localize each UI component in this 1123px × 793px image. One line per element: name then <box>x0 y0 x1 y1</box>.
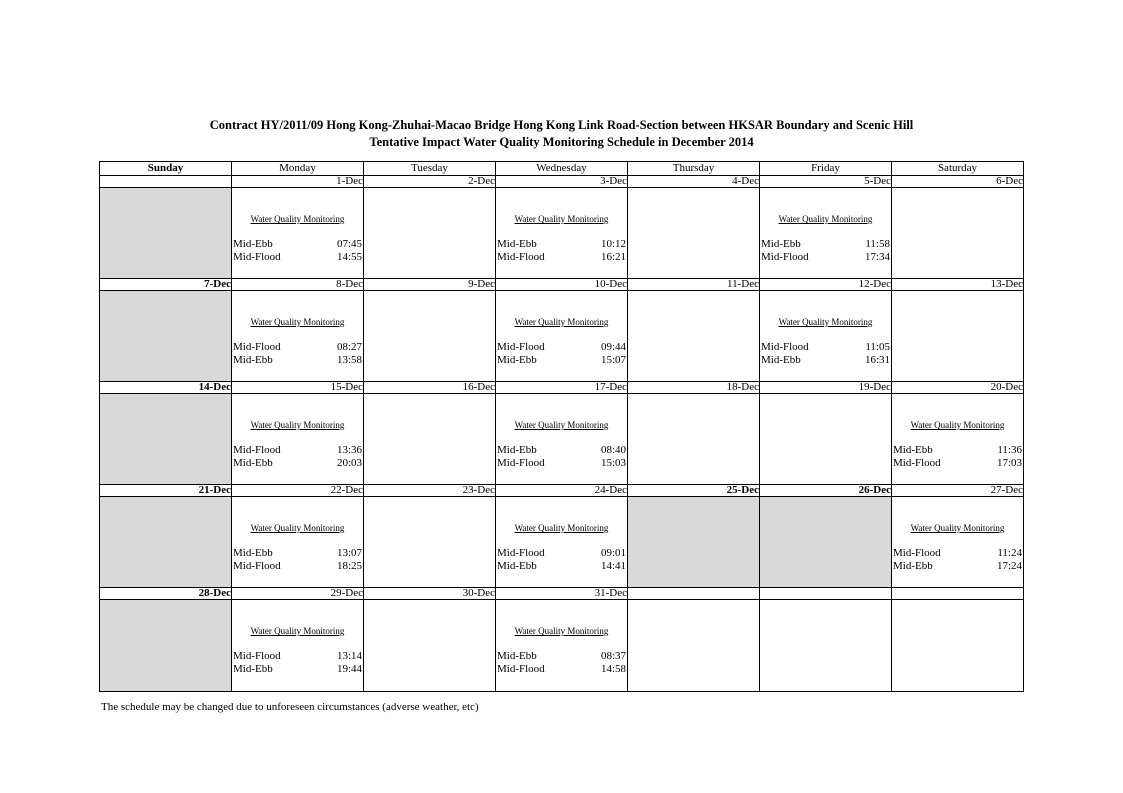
tide-phase: Mid-Ebb <box>893 560 933 572</box>
tide-time: 17:03 <box>996 457 1022 469</box>
day-cell <box>100 188 232 279</box>
date-label: 3-Dec <box>496 176 628 188</box>
date-label: 2-Dec <box>364 176 496 188</box>
tide-time: 09:01 <box>600 547 626 559</box>
tide-phase: Mid-Flood <box>761 341 809 353</box>
weekday-header: Sunday <box>100 162 232 176</box>
date-label: 23-Dec <box>364 485 496 497</box>
monitoring-label: Water Quality Monitoring <box>250 523 345 533</box>
week-body-row <box>100 291 1024 382</box>
weekday-header: Friday <box>760 162 892 176</box>
day-cell <box>628 291 760 382</box>
day-cell <box>496 497 628 588</box>
tide-entry <box>497 251 626 264</box>
day-cell <box>496 188 628 279</box>
tide-entry <box>497 457 626 470</box>
day-cell <box>760 394 892 485</box>
day-cell <box>760 188 892 279</box>
tide-phase: Mid-Flood <box>233 251 281 263</box>
date-label: 21-Dec <box>100 485 232 497</box>
day-cell <box>628 600 760 692</box>
week-body-row <box>100 600 1024 692</box>
week-date-row <box>100 485 1024 497</box>
monitoring-label: Water Quality Monitoring <box>514 523 609 533</box>
weekday-header: Tuesday <box>364 162 496 176</box>
tide-phase: Mid-Ebb <box>761 354 801 366</box>
date-label: 18-Dec <box>628 382 760 394</box>
date-label: 30-Dec <box>364 588 496 600</box>
tide-entry <box>893 560 1022 573</box>
monitoring-label: Water Quality Monitoring <box>250 626 345 636</box>
tide-phase: Mid-Flood <box>497 547 545 559</box>
tide-phase: Mid-Flood <box>893 547 941 559</box>
monitoring-label: Water Quality Monitoring <box>778 317 873 327</box>
tide-time: 11:24 <box>997 547 1022 559</box>
tide-entry <box>233 650 362 663</box>
tide-phase: Mid-Flood <box>233 341 281 353</box>
day-cell <box>628 497 760 588</box>
tide-time: 17:24 <box>996 560 1022 572</box>
tide-time: 14:58 <box>600 663 626 675</box>
document-subtitle: Tentative Impact Water Quality Monitoring Schedule in December 2014 <box>369 135 754 149</box>
document-title: Contract HY/2011/09 Hong Kong-Zhuhai-Macao Bridge Hong Kong Link Road-Section between HKSAR Boundary and Scenic Hill <box>209 118 914 132</box>
tide-time: 08:27 <box>336 341 362 353</box>
tide-time: 16:21 <box>600 251 626 263</box>
day-cell <box>760 497 892 588</box>
monitoring-label: Water Quality Monitoring <box>514 626 609 636</box>
date-label: 15-Dec <box>232 382 364 394</box>
tide-entry <box>497 560 626 573</box>
day-cell <box>232 394 364 485</box>
monitoring-label: Water Quality Monitoring <box>250 214 345 224</box>
date-label: 7-Dec <box>100 279 232 291</box>
day-cell <box>760 291 892 382</box>
tide-phase: Mid-Ebb <box>497 560 537 572</box>
tide-time: 13:58 <box>336 354 362 366</box>
tide-entry <box>233 547 362 560</box>
monitoring-label: Water Quality Monitoring <box>514 317 609 327</box>
week-body-row <box>100 497 1024 588</box>
tide-phase: Mid-Ebb <box>761 238 801 250</box>
weekday-header: Saturday <box>892 162 1024 176</box>
day-cell <box>628 394 760 485</box>
tide-time: 15:03 <box>600 457 626 469</box>
tide-phase: Mid-Flood <box>761 251 809 263</box>
day-cell <box>892 497 1024 588</box>
tide-phase: Mid-Flood <box>233 560 281 572</box>
day-cell <box>100 497 232 588</box>
tide-time: 11:58 <box>865 238 890 250</box>
tide-entry <box>233 444 362 457</box>
tide-phase: Mid-Flood <box>497 663 545 675</box>
day-cell <box>232 291 364 382</box>
date-label: 22-Dec <box>232 485 364 497</box>
date-label: 26-Dec <box>760 485 892 497</box>
date-label <box>100 176 232 188</box>
date-label: 29-Dec <box>232 588 364 600</box>
tide-time: 16:31 <box>864 354 890 366</box>
date-label: 5-Dec <box>760 176 892 188</box>
tide-entry <box>893 547 1022 560</box>
tide-entry <box>497 238 626 251</box>
tide-time: 13:36 <box>336 444 362 456</box>
day-cell <box>364 497 496 588</box>
tide-entry <box>233 238 362 251</box>
tide-entry <box>497 650 626 663</box>
tide-phase: Mid-Ebb <box>233 238 273 250</box>
tide-time: 08:40 <box>600 444 626 456</box>
tide-phase: Mid-Flood <box>233 650 281 662</box>
tide-time: 15:07 <box>600 354 626 366</box>
monitoring-label: Water Quality Monitoring <box>910 420 1005 430</box>
day-cell <box>364 394 496 485</box>
tide-entry <box>233 341 362 354</box>
tide-time: 10:12 <box>600 238 626 250</box>
date-label: 6-Dec <box>892 176 1024 188</box>
day-cell <box>364 600 496 692</box>
weekday-header: Wednesday <box>496 162 628 176</box>
day-cell <box>232 188 364 279</box>
tide-entry <box>893 457 1022 470</box>
monitoring-label: Water Quality Monitoring <box>778 214 873 224</box>
tide-phase: Mid-Flood <box>497 457 545 469</box>
tide-entry <box>497 444 626 457</box>
weekday-header: Thursday <box>628 162 760 176</box>
tide-time: 17:34 <box>864 251 890 263</box>
week-date-row <box>100 382 1024 394</box>
tide-time: 11:36 <box>997 444 1022 456</box>
tide-entry <box>233 663 362 676</box>
day-cell <box>364 291 496 382</box>
day-cell <box>892 394 1024 485</box>
date-label <box>628 588 760 600</box>
tide-phase: Mid-Flood <box>893 457 941 469</box>
tide-phase: Mid-Ebb <box>893 444 933 456</box>
week-date-row <box>100 176 1024 188</box>
schedule-footnote: The schedule may be changed due to unforeseen circumstances (adverse weather, etc) <box>101 701 479 713</box>
tide-phase: Mid-Ebb <box>497 650 537 662</box>
tide-entry <box>233 251 362 264</box>
tide-entry <box>497 547 626 560</box>
tide-entry <box>761 238 890 251</box>
monitoring-label: Water Quality Monitoring <box>910 523 1005 533</box>
tide-time: 07:45 <box>336 238 362 250</box>
week-body-row <box>100 394 1024 485</box>
tide-phase: Mid-Flood <box>233 444 281 456</box>
tide-phase: Mid-Ebb <box>497 238 537 250</box>
tide-time: 14:41 <box>600 560 626 572</box>
date-label: 10-Dec <box>496 279 628 291</box>
tide-entry <box>233 354 362 367</box>
day-cell <box>628 188 760 279</box>
date-label: 27-Dec <box>892 485 1024 497</box>
tide-phase: Mid-Ebb <box>233 457 273 469</box>
tide-time: 08:37 <box>600 650 626 662</box>
day-cell <box>496 291 628 382</box>
monitoring-label: Water Quality Monitoring <box>250 317 345 327</box>
date-label: 12-Dec <box>760 279 892 291</box>
tide-time: 18:25 <box>336 560 362 572</box>
day-cell <box>496 600 628 692</box>
week-date-row <box>100 279 1024 291</box>
tide-phase: Mid-Flood <box>497 251 545 263</box>
week-date-row <box>100 588 1024 600</box>
date-label: 28-Dec <box>100 588 232 600</box>
date-label: 17-Dec <box>496 382 628 394</box>
day-cell <box>100 394 232 485</box>
tide-phase: Mid-Ebb <box>497 444 537 456</box>
tide-phase: Mid-Flood <box>497 341 545 353</box>
tide-entry <box>761 354 890 367</box>
tide-entry <box>233 560 362 573</box>
tide-entry <box>497 663 626 676</box>
tide-entry <box>497 341 626 354</box>
date-label <box>760 588 892 600</box>
day-cell <box>892 291 1024 382</box>
tide-entry <box>893 444 1022 457</box>
monitoring-label: Water Quality Monitoring <box>250 420 345 430</box>
date-label: 8-Dec <box>232 279 364 291</box>
date-label <box>892 588 1024 600</box>
date-label: 13-Dec <box>892 279 1024 291</box>
date-label: 25-Dec <box>628 485 760 497</box>
tide-entry <box>761 341 890 354</box>
monitoring-label: Water Quality Monitoring <box>514 214 609 224</box>
tide-time: 13:07 <box>336 547 362 559</box>
tide-entry <box>497 354 626 367</box>
date-label: 1-Dec <box>232 176 364 188</box>
monitoring-label: Water Quality Monitoring <box>514 420 609 430</box>
week-body-row <box>100 188 1024 279</box>
date-label: 19-Dec <box>760 382 892 394</box>
tide-entry <box>233 457 362 470</box>
date-label: 16-Dec <box>364 382 496 394</box>
tide-entry <box>761 251 890 264</box>
tide-phase: Mid-Ebb <box>497 354 537 366</box>
weekday-header: Monday <box>232 162 364 176</box>
day-cell <box>496 394 628 485</box>
date-label: 4-Dec <box>628 176 760 188</box>
day-cell <box>100 600 232 692</box>
weekday-header-row <box>100 162 1024 176</box>
day-cell <box>892 600 1024 692</box>
tide-time: 13:14 <box>336 650 362 662</box>
tide-time: 19:44 <box>336 663 362 675</box>
date-label: 14-Dec <box>100 382 232 394</box>
date-label: 11-Dec <box>628 279 760 291</box>
tide-time: 11:05 <box>865 341 890 353</box>
tide-time: 20:03 <box>336 457 362 469</box>
day-cell <box>892 188 1024 279</box>
day-cell <box>232 497 364 588</box>
day-cell <box>760 600 892 692</box>
date-label: 31-Dec <box>496 588 628 600</box>
date-label: 9-Dec <box>364 279 496 291</box>
day-cell <box>364 188 496 279</box>
tide-time: 14:55 <box>336 251 362 263</box>
monitoring-calendar <box>99 161 1024 692</box>
day-cell <box>232 600 364 692</box>
tide-time: 09:44 <box>600 341 626 353</box>
tide-phase: Mid-Ebb <box>233 663 273 675</box>
date-label: 20-Dec <box>892 382 1024 394</box>
tide-phase: Mid-Ebb <box>233 547 273 559</box>
date-label: 24-Dec <box>496 485 628 497</box>
tide-phase: Mid-Ebb <box>233 354 273 366</box>
day-cell <box>100 291 232 382</box>
